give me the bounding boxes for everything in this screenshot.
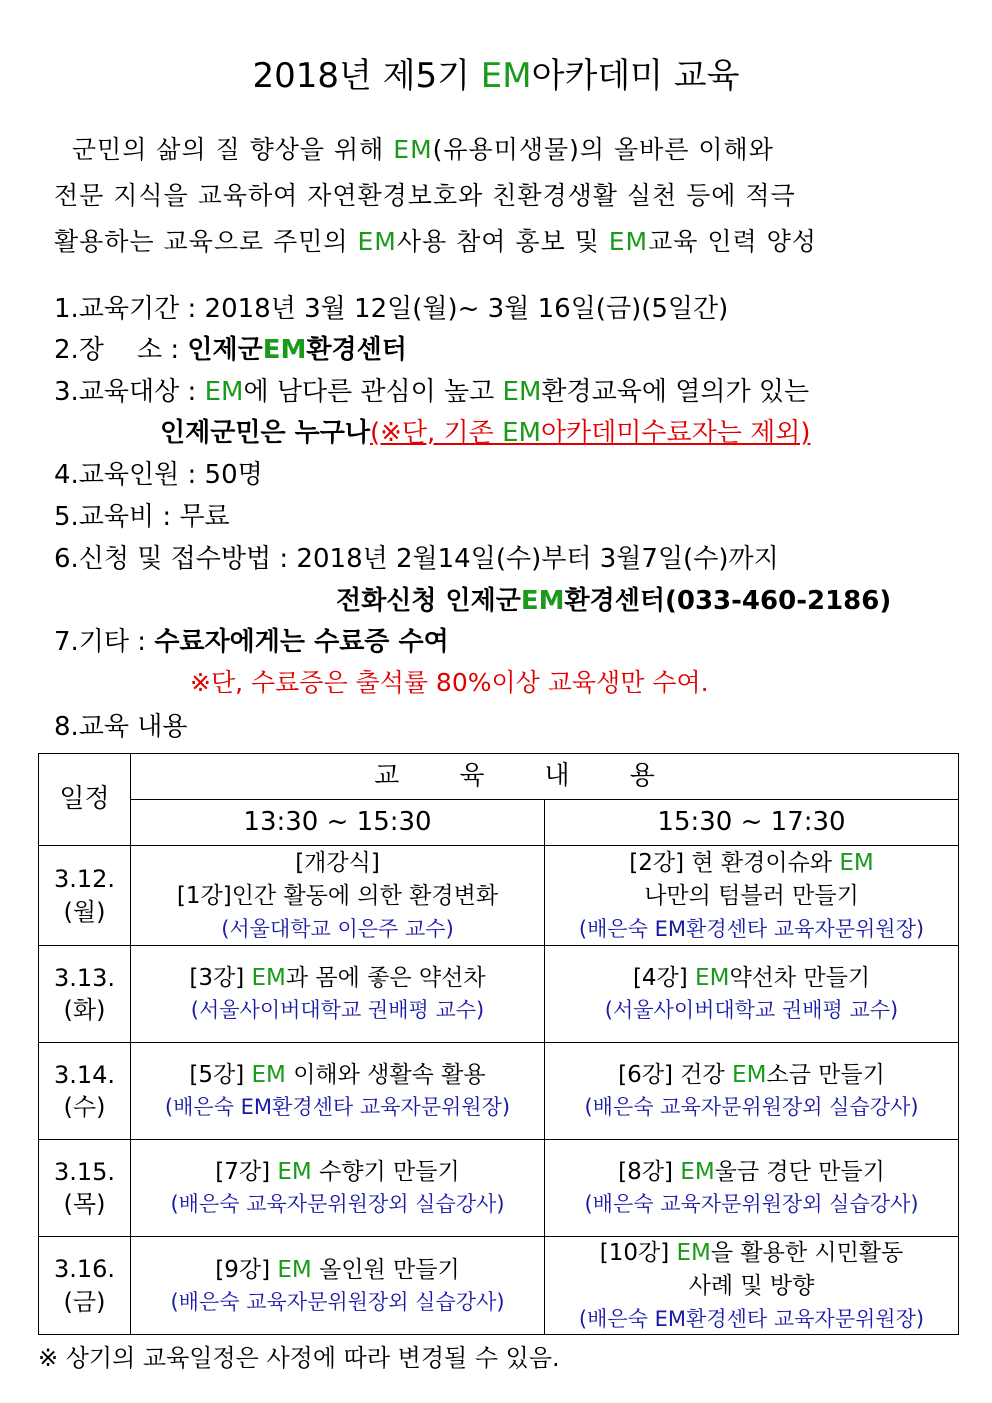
lecture-title — [131, 1059, 544, 1092]
etc-value: 수료자에게는 수료증 수여 — [154, 627, 449, 657]
item-target — [54, 371, 809, 408]
lecture-text: [2강] 현 환경이슈와 — [629, 849, 840, 876]
lecture-text: 이해와 생활속 활용 — [285, 1062, 486, 1089]
lecture-cell-2 — [545, 1043, 959, 1140]
intro-line-1 — [54, 130, 954, 166]
head-day: 일정 — [39, 754, 131, 846]
intro-text: 군민의 삶의 질 향상을 위해 — [54, 135, 394, 164]
lecture-text: [6강] 건강 — [618, 1062, 733, 1089]
intro-text: 교육 인력 양성 — [648, 227, 817, 256]
lecture-text: 수향기 만들기 — [311, 1159, 460, 1186]
target-text: 에 남다른 관심이 높고 — [243, 377, 503, 407]
lecture-em: EM — [732, 1062, 767, 1089]
apply-phone: 전화신청 인제군 — [336, 586, 521, 616]
lecture-cell-1 — [131, 1043, 545, 1140]
lecture-title — [131, 962, 544, 995]
page-title — [0, 48, 992, 97]
weekday: (월) — [63, 897, 106, 926]
lecture-pre: [개강식] — [295, 849, 380, 876]
apply-phone: 환경센터(033-460-2186) — [564, 586, 892, 616]
date-cell — [39, 1237, 131, 1335]
exclusion-em: EM — [502, 418, 541, 448]
item-apply: 6.신청 및 접수방법 : 2018년 2월14일(수)부터 3월7일(수)까지 — [54, 544, 779, 574]
lecture-title — [131, 1156, 544, 1189]
date-cell — [39, 846, 131, 946]
item-apply-line2 — [336, 580, 891, 617]
intro-text: 사용 참여 홍보 및 — [396, 227, 609, 256]
footer-note: ※ 상기의 교육일정은 사정에 따라 변경될 수 있음. — [38, 1344, 560, 1372]
item-fee: 5.교육비 : 무료 — [54, 502, 230, 532]
instructor: (배은숙 교육자문위원장외 실습강사) — [584, 1095, 919, 1120]
date: 3.16. — [53, 1255, 116, 1284]
lecture-cell-1 — [131, 946, 545, 1043]
item-etc — [54, 621, 449, 658]
date-cell — [39, 946, 131, 1043]
instructor: (배은숙 교육자문위원장외 실습강사) — [584, 1192, 919, 1217]
instructor: (배은숙 EM환경센타 교육자문위원장) — [578, 916, 925, 941]
item-place — [54, 329, 407, 366]
lecture-cell-1 — [131, 1237, 545, 1335]
lecture-em: EM — [251, 965, 286, 992]
lecture-text: [1강]인간 활동에 의한 환경변화 — [176, 883, 499, 910]
target-text: 환경교육에 열의가 있는 — [541, 377, 810, 407]
head-time-2: 15:30 ~ 17:30 — [545, 800, 959, 846]
date: 3.13. — [53, 963, 116, 992]
lecture-text: [5강] — [189, 1062, 252, 1089]
lecture-title — [545, 847, 958, 880]
place-em: EM — [262, 335, 307, 365]
lecture-title — [545, 1059, 958, 1092]
lecture-text: [7강] — [215, 1159, 278, 1186]
weekday: (목) — [63, 1190, 106, 1218]
place-value: 인제군 — [187, 335, 263, 365]
instructor: (배은숙 교육자문위원장외 실습강사) — [170, 1290, 505, 1315]
place-label: 2.장 소 : — [54, 335, 188, 365]
lecture-text: 을 활용한 시민활동 — [710, 1240, 904, 1266]
target-who: 인제군민은 누구나 — [160, 418, 370, 448]
date-cell — [39, 1043, 131, 1140]
lecture-text: [4강] — [632, 965, 696, 992]
instructor: (배은숙 교육자문위원장외 실습강사) — [170, 1192, 505, 1217]
lecture-text: [9강] — [215, 1256, 278, 1283]
lecture-text: [8강] — [618, 1159, 681, 1186]
intro-text: 활용하는 교육으로 주민의 — [54, 227, 358, 256]
intro-text: (유용미생물)의 올바른 이해와 — [432, 135, 774, 164]
item-etc-note: ※단, 수료증은 출석률 80%이상 교육생만 수여. — [190, 668, 709, 697]
lecture-text: 과 몸에 좋은 약선차 — [285, 965, 486, 992]
schedule-body — [39, 846, 959, 1335]
lecture-cell-1 — [131, 846, 545, 946]
lecture-title — [131, 1254, 544, 1287]
lecture-em: EM — [676, 1240, 711, 1266]
intro-line-2 — [54, 176, 954, 212]
lecture-text: [3강] — [189, 965, 252, 992]
item-count: 4.교육인원 : 50명 — [54, 460, 263, 490]
instructor: (배은숙 EM환경센타 교육자문위원장) — [578, 1306, 925, 1331]
exclusion-text: (※단, 기존 — [369, 418, 503, 448]
schedule-table — [38, 753, 959, 1335]
date: 3.15. — [53, 1157, 116, 1186]
lecture-cell-2 — [545, 1140, 959, 1237]
title-em: EM — [480, 56, 532, 96]
lecture-em: EM — [251, 1062, 286, 1089]
lecture-title — [545, 1156, 958, 1189]
lecture-text: 소금 만들기 — [766, 1062, 885, 1089]
lecture-em: EM — [680, 1159, 715, 1186]
weekday: (금) — [63, 1287, 106, 1316]
instructor: (서울대학교 이은주 교수) — [221, 916, 454, 941]
item-content: 8.교육 내용 — [54, 712, 188, 742]
head-content: 교육내용 — [131, 754, 959, 800]
item-period: 1.교육기간 : 2018년 3월 12일(월)~ 3월 16일(금)(5일간) — [54, 294, 729, 324]
intro-text: 전문 지식을 교육하여 자연환경보호와 친환경생활 실천 등에 적극 — [54, 181, 796, 210]
lecture-text: 울금 경단 만들기 — [714, 1159, 885, 1186]
instructor: (서울사이버대학교 권배평 교수) — [190, 998, 485, 1023]
lecture-em: EM — [839, 849, 874, 876]
weekday: (수) — [63, 1093, 106, 1121]
intro-em: EM — [393, 135, 433, 164]
weekday: (화) — [63, 996, 106, 1024]
place-value: 환경센터 — [306, 335, 407, 365]
intro-em: EM — [608, 227, 649, 256]
date-cell — [39, 1140, 131, 1237]
lecture-title-line2: 나만의 텀블러 만들기 — [644, 883, 859, 910]
table-row — [39, 946, 959, 1043]
table-row — [39, 1043, 959, 1140]
intro-em: EM — [357, 227, 397, 256]
apply-em: EM — [520, 586, 565, 616]
lecture-cell-1 — [131, 1140, 545, 1237]
target-em: EM — [204, 377, 244, 407]
lecture-em: EM — [277, 1159, 312, 1186]
title-prefix: 2018년 제5기 — [252, 56, 481, 96]
lecture-title — [545, 962, 958, 995]
table-row — [39, 846, 959, 946]
title-suffix: 아카데미 교육 — [531, 56, 740, 96]
lecture-em: EM — [277, 1256, 312, 1283]
exclusion-text: 아카데미수료자는 제외) — [540, 418, 811, 448]
table-row — [39, 1140, 959, 1237]
lecture-cell-2 — [545, 1237, 959, 1335]
instructor: (서울사이버대학교 권배평 교수) — [604, 998, 899, 1023]
date: 3.14. — [53, 1060, 116, 1089]
lecture-em: EM — [695, 965, 730, 992]
lecture-title-line2: 사례 및 방향 — [688, 1273, 815, 1300]
lecture-cell-2 — [545, 946, 959, 1043]
target-em: EM — [502, 377, 542, 407]
lecture-text: 올인원 만들기 — [311, 1256, 460, 1283]
etc-label: 7.기타 : — [54, 627, 155, 657]
item-target-line2 — [160, 412, 811, 449]
lecture-title — [131, 880, 544, 913]
table-row — [39, 1237, 959, 1335]
lecture-cell-2 — [545, 846, 959, 946]
lecture-text: 약선차 만들기 — [729, 965, 871, 992]
instructor: (배은숙 EM환경센타 교육자문위원장) — [164, 1095, 511, 1120]
date: 3.12. — [53, 865, 116, 894]
lecture-text: [10강] — [599, 1240, 677, 1266]
intro-line-3 — [54, 222, 954, 258]
lecture-title — [545, 1237, 958, 1270]
head-time-1: 13:30 ~ 15:30 — [131, 800, 545, 846]
target-exclusion — [370, 418, 811, 448]
target-label: 3.교육대상 : — [54, 377, 205, 407]
